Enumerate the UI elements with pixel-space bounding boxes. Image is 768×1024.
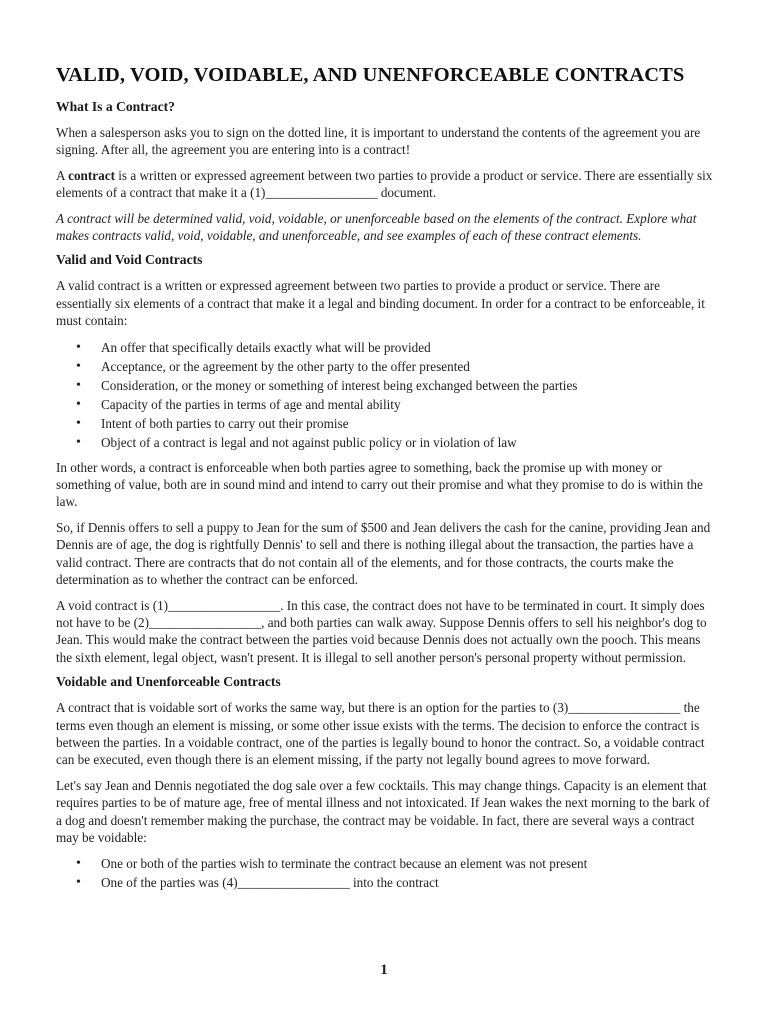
list-item: • An offer that specifically details exactly what will be provided [56, 338, 716, 357]
elements-list [56, 338, 716, 452]
italic-paragraph: A contract will be determined valid, void, voidable, or unenforceable based on the elements of the contract. Explore what makes contracts valid, void, voidable, and unenforceable, and see examples of each of these contract elements. [56, 210, 697, 244]
bold-term-contract: contract [68, 167, 115, 183]
section-heading-what-is-a-contract: What Is a Contract? [56, 99, 175, 114]
list-item: • Intent of both parties to carry out their promise [56, 414, 716, 433]
paragraph: A valid contract is a written or expressed agreement between two parties to provide a product or service. There are essentially six elements of a contract that make it a legal and binding document. In order for a contract to be enforceable, it must contain: [56, 278, 705, 329]
paragraph: When a salesperson asks you to sign on the dotted line, it is important to understand the contents of the agreement you are signing. After all, the agreement you are entering into is a contract! [56, 125, 701, 158]
paragraph: A void contract is (1)_________________. In this case, the contract does not have to be terminated in court. It simply does not have to be (2)_________________, and both parties can walk away. Suppose Dennis offers to sell his neighbor's dog to Jean. This would make the contract between the parties void because Dennis does not actually own the pooch. This means the sixth element, legal object, wasn't present. It is illegal to sell another person's personal property without permission. [56, 597, 707, 665]
page-title: VALID, VOID, VOIDABLE, AND UNENFORCEABLE CONTRACTS [56, 64, 685, 86]
list-item: • Consideration, or the money or something of interest being exchanged between the parties [56, 376, 716, 395]
page-content [56, 64, 716, 899]
list-item: • Object of a contract is legal and not against public policy or in violation of law [56, 433, 716, 452]
paragraph: So, if Dennis offers to sell a puppy to Jean for the sum of $500 and Jean delivers the cash for the canine, providing Jean and Dennis are of age, the dog is rightfully Dennis' to sell and there is nothing illegal about the transaction, the parties have a valid contract. There are contracts that do not contain all of the elements, and for those contracts, the courts make the determination as to whether the contract can be enforced. [56, 519, 711, 588]
page-number: 1 [380, 962, 388, 978]
paragraph: In other words, a contract is enforceable when both parties agree to something, back the promise up with money or something of value, both are in sound mind and intend to carry out their promise and what they promise to do is within the law. [56, 459, 703, 510]
list-item: • One or both of the parties wish to terminate the contract because an element was not present [56, 854, 716, 873]
paragraph: A contract that is voidable sort of works the same way, but there is an option for the parties to (3)_________________ the terms even though an element is missing, or some other issue exists with the terms. The decision to enforce the contract is between the parties. In a voidable contract, one of the parties is legally bound to honor the contract. So, a voidable contract can be executed, even though there is an element missing, if the party not legally bound agrees to move forward. [56, 700, 705, 768]
paragraph: Let's say Jean and Dennis negotiated the dog sale over a few cocktails. This may change things. Capacity is an element that requires parties to be of mature age, free of mental illness and not intoxicated. If Jean wakes the next morning to the bark of a dog and doesn't remember making the purchase, the contract may be voidable. In fact, there are several ways a contract may be voidable: [56, 777, 710, 845]
list-item: • Capacity of the parties in terms of age and mental ability [56, 395, 716, 414]
section-heading-valid-void: Valid and Void Contracts [56, 252, 203, 268]
list-item: • One of the parties was (4)_________________ into the contract [56, 873, 716, 892]
section-heading-voidable-unenforceable: Voidable and Unenforceable Contracts [56, 674, 281, 690]
list-item: • Acceptance, or the agreement by the other party to the offer presented [56, 357, 716, 376]
paragraph-contract-definition [56, 167, 716, 202]
text-run: is a written or expressed agreement between two parties to provide a product or service. There are essentially six elements of a contract that make it a (1)_________________ document. [56, 167, 713, 201]
voidable-list [56, 854, 716, 892]
text-run: A [56, 167, 69, 183]
